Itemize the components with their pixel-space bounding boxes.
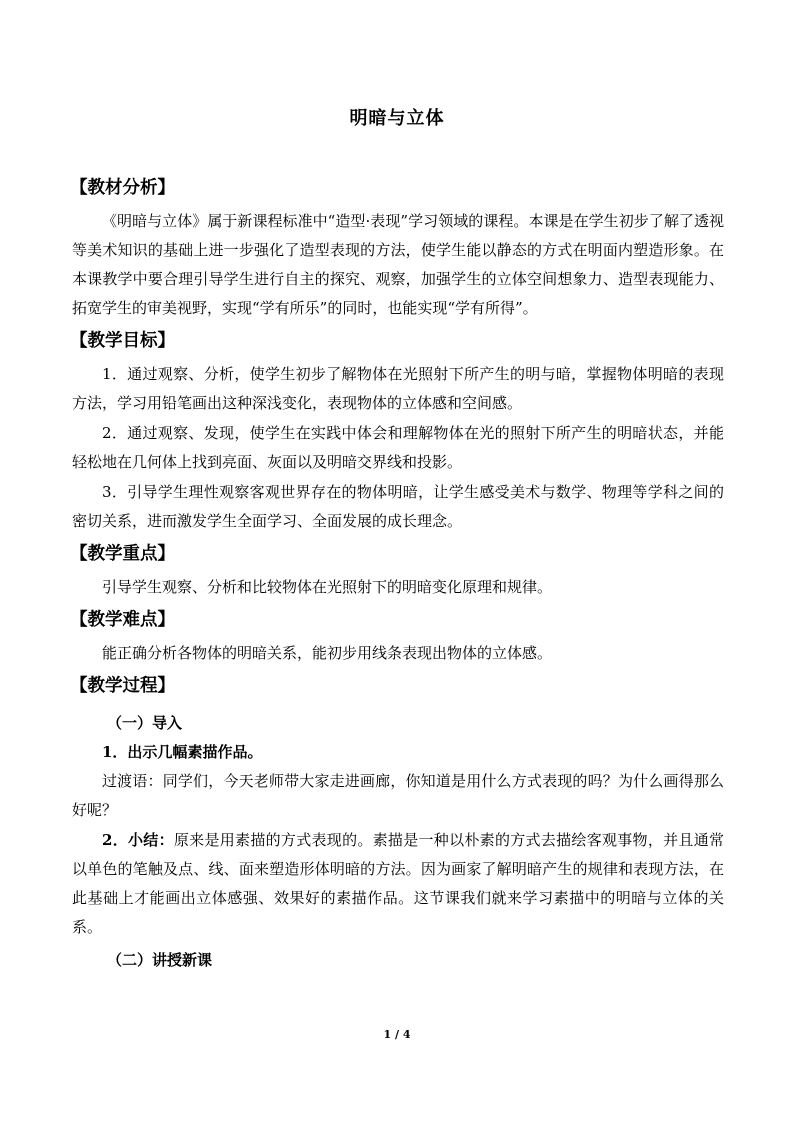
goal-item-2: 2．通过观察、发现，使学生在实践中体会和理解物体在光的照射下所产生的明暗状态，并能轻松地在几何体上找到亮面、灰面以及明暗交界线和投影。 [72,424,724,471]
heading-key-points: 【教学重点】 [70,544,175,564]
transition-paragraph: 过渡语：同学们，今天老师带大家走进画廊，你知道是用什么方式表现的吗？为什么画得那么好呢？ [72,772,724,819]
heading-goals: 【教学目标】 [70,331,175,351]
analysis-paragraph: 《明暗与立体》属于新课程标准中“造型·表现”学习领域的课程。本课是在学生初步了解了透视等美术知识的基础上进一步强化了造型表现的方法，使学生能以静态的方式在明面内塑造形象。在本课教学中要合理引导学生进行自主的探究、观察，加强学生的立体空间想象力、造型表现能力、拓宽学生的审美视野，实现“学有所乐”的同时，也能实现“学有所得”。 [72,212,724,317]
process-part2-title: （二）讲授新课 [107,951,213,969]
key-points-paragraph: 引导学生观察、分析和比较物体在光照射下的明暗变化原理和规律。 [102,578,553,596]
difficulties-paragraph: 能正确分析各物体的明暗关系，能初步用线条表现出物体的立体感。 [102,644,553,662]
goal-item-3: 3．引导学生理性观察客观世界存在的物体明暗，让学生感受美术与数学、物理等学科之间的密切关系，进而激发学生全面学习、全面发展的成长理念。 [72,483,724,530]
process-part1-title: （一）导入 [107,714,183,732]
document-body [72,174,724,975]
heading-process: 【教学过程】 [70,676,175,696]
process-step1-title: 1．出示几幅素描作品。 [102,743,263,761]
summary-paragraph [72,826,724,942]
heading-analysis: 【教材分析】 [70,178,175,198]
summary-lead: 2．小结： [102,831,174,849]
summary-body: 原来是用素描的方式表现的。素描是一种以朴素的方式去描绘客观事物，并且通常以单色的笔触及点、线、面来塑造形体明暗的方法。因为画家了解明暗产生的规律和表现方法，在此基础上才能画出立体感强、效果好的素描作品。这节课我们就来学习素描中的明暗与立体的关系。 [72,831,724,936]
heading-difficulties: 【教学难点】 [70,610,175,630]
page-number: 1 / 4 [383,1028,411,1041]
goal-item-1: 1．通过观察、分析，使学生初步了解物体在光照射下所产生的明与暗，掌握物体明暗的表现方法，学习用铅笔画出这种深浅变化，表现物体的立体感和空间感。 [72,365,724,412]
page-title: 明暗与立体 [349,108,445,129]
